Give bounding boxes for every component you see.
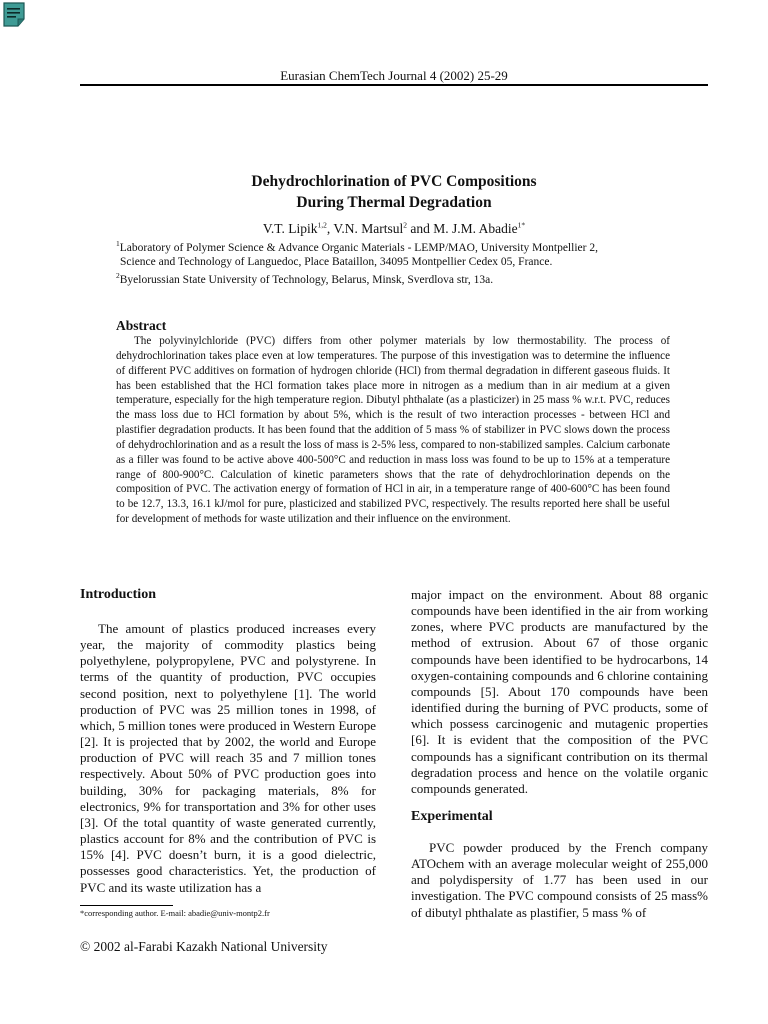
affiliation-mark: 2 <box>116 271 120 281</box>
affiliation-mark: 1 <box>116 239 120 249</box>
abstract-paragraph: The polyvinylchloride (PVC) differs from other polymer materials by low thermostability. The process of dehydrochlorination takes place even at low temperatures. The purpose of this investigation was to determine the influence of different PVC additives on formation of hydrogen chloride (HCl) from thermal degradation in different gaseous fluids. It has been established that the HCl formation takes place more in nitrogen as a medium than in air medium at a given temperature, especially for the high temperature region. Dibutyl phthalate (as a plasticizer) in 25 mass % w.r.t. PVC, reduces the mass loss due to HCl formation by about 5%, which is the result of two interaction processes - between HCl and plastifier degradation products. It has been found that the addition of 5 mass % of stabilizer in PVC slows down the process of dehydrochlorination and as a result the loss of mass is 2-5% less, compared to non-stabilized samples. Calcium carbonate as a filler was found to be active above 400-500°C and reduction in mass loss was found to be up to 15% at a temperature range of 800-900°C. Calculation of kinetic parameters shows that the rate of dehydrochlorination depends on the composition of PVC. The activation energy of formation of HCl in air, in a temperature range of 400-600°C has been found to be 12.7, 13.3, 16.1 kJ/mol for pure, plasticized and stabilized PVC, respectively. The results reported here shall be useful for development of methods for waste utilization and their influence on the environment. <box>116 335 670 526</box>
affiliation-1 <box>116 241 686 269</box>
corresponding-author-footnote: *corresponding author. E-mail: abadie@univ-montp2.fr <box>80 908 270 918</box>
affiliation-text: Byelorussian State University of Technology, Belarus, Minsk, Sverdlova str, 13a. <box>119 274 494 286</box>
paper-title <box>80 171 708 213</box>
copyright-notice: © 2002 al-Farabi Kazakh National University <box>80 939 328 954</box>
author-name: V.T. Lipik <box>262 221 318 236</box>
abstract-heading: Abstract <box>116 318 167 333</box>
introduction-paragraph-continued: major impact on the environment. About 88 organic compounds have been identified in the air from working zones, where PVC products are manufactured by the method of extrusion. About 67 of those organic compounds have been identified to be hydrocarbons, 14 oxygen-containing compounds and 6 chlorine containing compounds [5]. About 170 compounds have been identified during the burning of PVC products, some of which possess carcinogenic and mutagenic properties [6]. It is evident that the composition of the PVC compounds has a significant contribution on its thermal degradation process and hence on the volatile organic compounds generated. <box>411 587 708 796</box>
experimental-paragraph: PVC powder produced by the French company ATOchem with an average molecular weight of 255,000 and polydispersity of 1.77 has been used in our investigation. The PVC compound consists of 25 mass% of dibutyl phthalate as plastifier, 5 mass % of <box>411 840 708 920</box>
affiliation-2 <box>116 273 686 287</box>
footnote-divider <box>80 905 173 906</box>
journal-header: Eurasian ChemTech Journal 4 (2002) 25-29 <box>80 67 708 86</box>
author-affiliation-mark: 1* <box>517 220 526 230</box>
paper-title-line-1: Dehydrochlorination of PVC Compositions <box>251 173 537 190</box>
paper-title-line-2: During Thermal Degradation <box>296 194 492 211</box>
introduction-body <box>80 621 376 896</box>
author-affiliation-mark: 2 <box>403 220 408 230</box>
abstract-body <box>116 334 670 527</box>
author-name: , V.N. Martsul <box>326 221 404 236</box>
introduction-paragraph: The amount of plastics produced increases every year, the majority of commodity plastics being polyethylene, polypropylene, PVC and polystyrene. In terms of the quantity of production, PVC occupies second position, next to polyethylene [1]. The world production of PVC was 25 million tones in 1998, of which, 5 million tones were produced in Western Europe [2]. It is projected that by 2002, the world and Europe production of PVC will reach 35 and 7 million tones respectively. About 50% of PVC production goes into building, 30% for packaging materials, 8% for electronics, 9% for transportation and 3% for other uses [3]. Of the total quantity of waste generated currently, plastics account for 8% and the contribution of PVC is 15% [4]. PVC doesn’t burn, it is a good dielectric, possesses good characteristics. Yet, the production of PVC and its waste utilization has a <box>80 621 376 895</box>
author-name: and M. J.M. Abadie <box>407 221 518 236</box>
experimental-body <box>411 840 708 921</box>
affiliation-text: Science and Technology of Languedoc, Place Bataillon, 34095 Montpellier Cedex 05, France. <box>120 256 553 268</box>
experimental-heading: Experimental <box>411 809 493 824</box>
introduction-heading: Introduction <box>80 587 156 602</box>
author-list <box>80 220 708 238</box>
introduction-continuation <box>411 587 708 797</box>
author-affiliation-mark: 1,2 <box>317 220 327 230</box>
affiliation-text: Laboratory of Polymer Science & Advance Organic Materials - LEMP/MAO, University Montpellier 2, <box>119 242 598 254</box>
notes-icon[interactable] <box>3 2 25 27</box>
